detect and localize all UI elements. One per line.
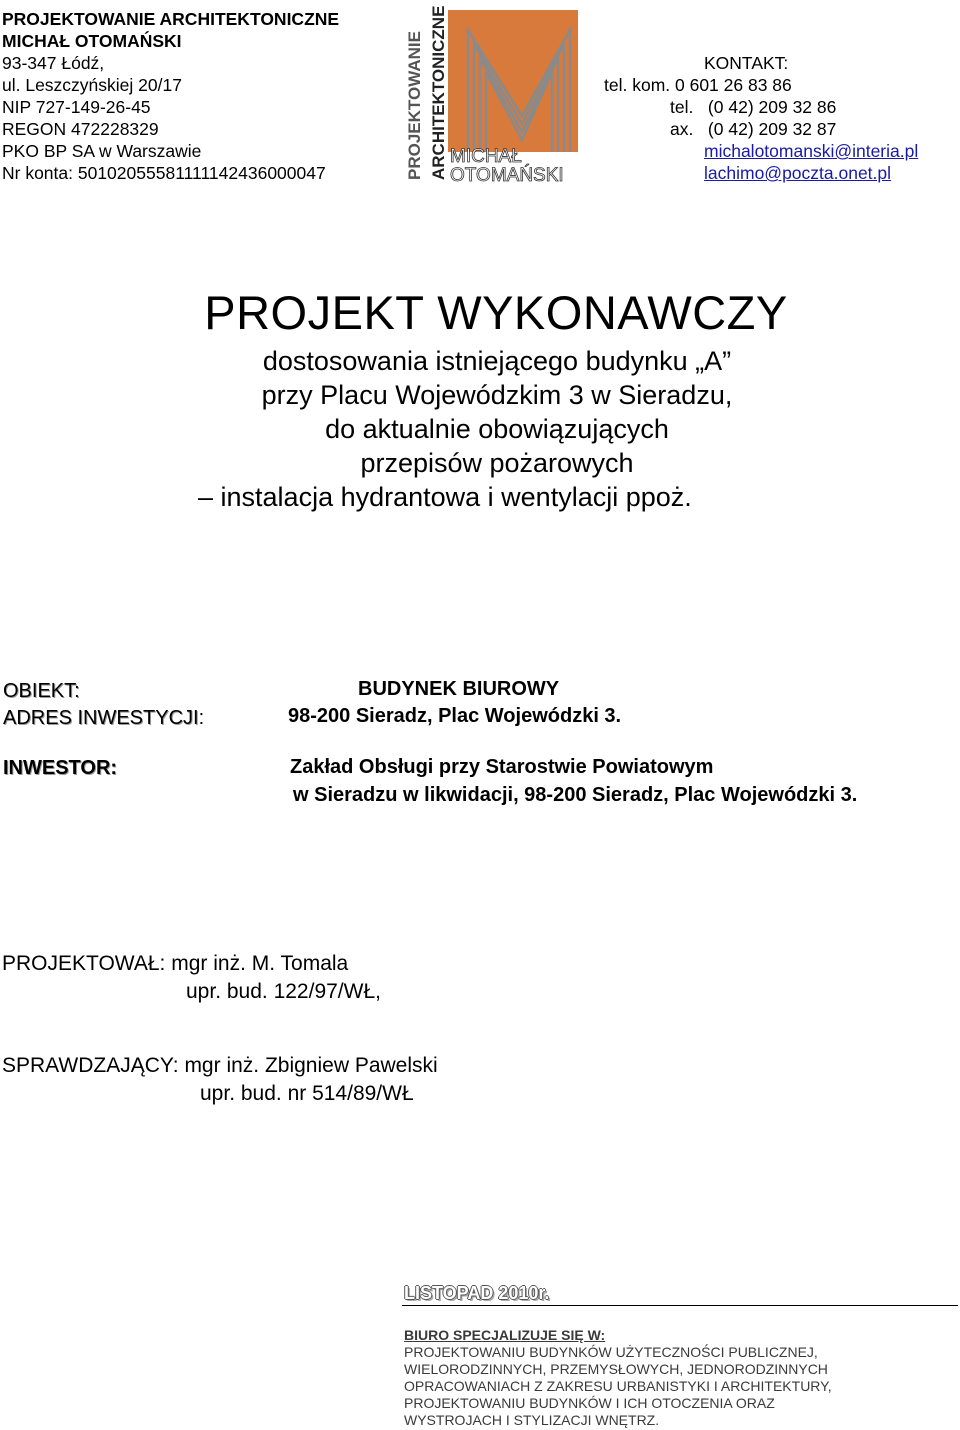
checker-label: SPRAWDZAJĄCY: [2, 1054, 179, 1077]
company-name-line2: MICHAŁ OTOMAŃSKI [2, 31, 182, 51]
company-account: Nr konta: 50102055581111142436000047 [2, 163, 326, 183]
designer-name: mgr inż. M. Tomala [171, 952, 349, 975]
project-line-5: – instalacja hydrantowa i wentylacji ppoż. [198, 482, 692, 512]
logo-vertical-text-2: ARCHITEKTONICZNE [429, 5, 448, 180]
logo-name-2: OTOMAŃSKI [450, 165, 564, 184]
checker-license: upr. bud. nr 514/89/WŁ [200, 1082, 414, 1105]
project-line-4: przepisów pożarowych [360, 448, 634, 478]
object-label: OBIEKT: [3, 680, 80, 702]
project-line-3: do aktualnie obowiązujących [325, 414, 669, 444]
logo-vertical-text-1: PROJEKTOWANIE [405, 31, 424, 180]
company-logo [404, 4, 588, 184]
bureau-line-3: OPRACOWANIACH Z ZAKRESU URBANISTYKI I ARCHITEKTURY, [404, 1378, 832, 1394]
address-label: ADRES INWESTYCJI [3, 707, 199, 729]
investor-label: INWESTOR: [3, 757, 118, 779]
designer-label: PROJEKTOWAŁ: [2, 952, 166, 975]
bureau-line-1: PROJEKTOWANIU BUDYNKÓW UŻYTECZNOŚCI PUBLICZNEJ, [404, 1344, 818, 1360]
address-value: 98-200 Sieradz, Plac Wojewódzki 3. [288, 705, 622, 727]
company-street: ul. Leszczyńskiej 20/17 [2, 75, 182, 95]
contact-mobile: tel. kom. 0 601 26 83 86 [604, 75, 792, 95]
project-title: PROJEKT WYKONAWCZY [204, 286, 788, 339]
contact-email-1[interactable]: michalotomanski@interia.pl [704, 141, 919, 161]
footer-divider [402, 1305, 958, 1306]
logo-graphic [404, 4, 588, 184]
bureau-line-2: WIELORODZINNYCH, PRZEMYSŁOWYCH, JEDNORODZINNYCH [404, 1361, 828, 1377]
designer-license: upr. bud. 122/97/WŁ, [186, 980, 381, 1003]
contact-label: KONTAKT: [704, 53, 789, 73]
company-bank: PKO BP SA w Warszawie [2, 141, 202, 161]
footer-date: LISTOPAD 2010r. [404, 1283, 550, 1303]
bureau-line-4: PROJEKTOWANIU BUDYNKÓW I ICH OTOCZENIA ORAZ [404, 1395, 775, 1411]
checker-name: mgr inż. Zbigniew Pawelski [184, 1054, 438, 1077]
company-postal: 93-347 Łódź, [2, 53, 105, 73]
investor-line-2: w Sieradzu w likwidacji, 98-200 Sieradz, Plac Wojewódzki 3. [293, 784, 858, 806]
contact-fax: ax. (0 42) 209 32 87 [670, 119, 837, 139]
company-nip: NIP 727-149-26-45 [2, 97, 151, 117]
bureau-line-5: WYSTROJACH I STYLIZACJI WNĘTRZ. [404, 1412, 660, 1428]
project-line-1: dostosowania istniejącego budynku „A” [262, 346, 732, 376]
contact-phone: tel. (0 42) 209 32 86 [670, 97, 837, 117]
logo-name-1: MICHAŁ [450, 146, 522, 167]
company-regon: REGON 472228329 [2, 119, 159, 139]
address-label-row [3, 707, 204, 730]
address-colon: : [198, 707, 205, 729]
investor-line-1: Zakład Obsługi przy Starostwie Powiatowym [290, 756, 714, 778]
object-value: BUDYNEK BIUROWY [358, 678, 560, 700]
contact-email-2[interactable]: lachimo@poczta.onet.pl [704, 163, 892, 183]
project-line-2: przy Placu Wojewódzkim 3 w Sieradzu, [261, 380, 733, 410]
designer-row [2, 952, 348, 976]
checker-row [2, 1054, 438, 1078]
bureau-heading: BIURO SPECJALIZUJE SIĘ W: [404, 1327, 606, 1343]
company-name-line1: PROJEKTOWANIE ARCHITEKTONICZNE [2, 9, 340, 29]
